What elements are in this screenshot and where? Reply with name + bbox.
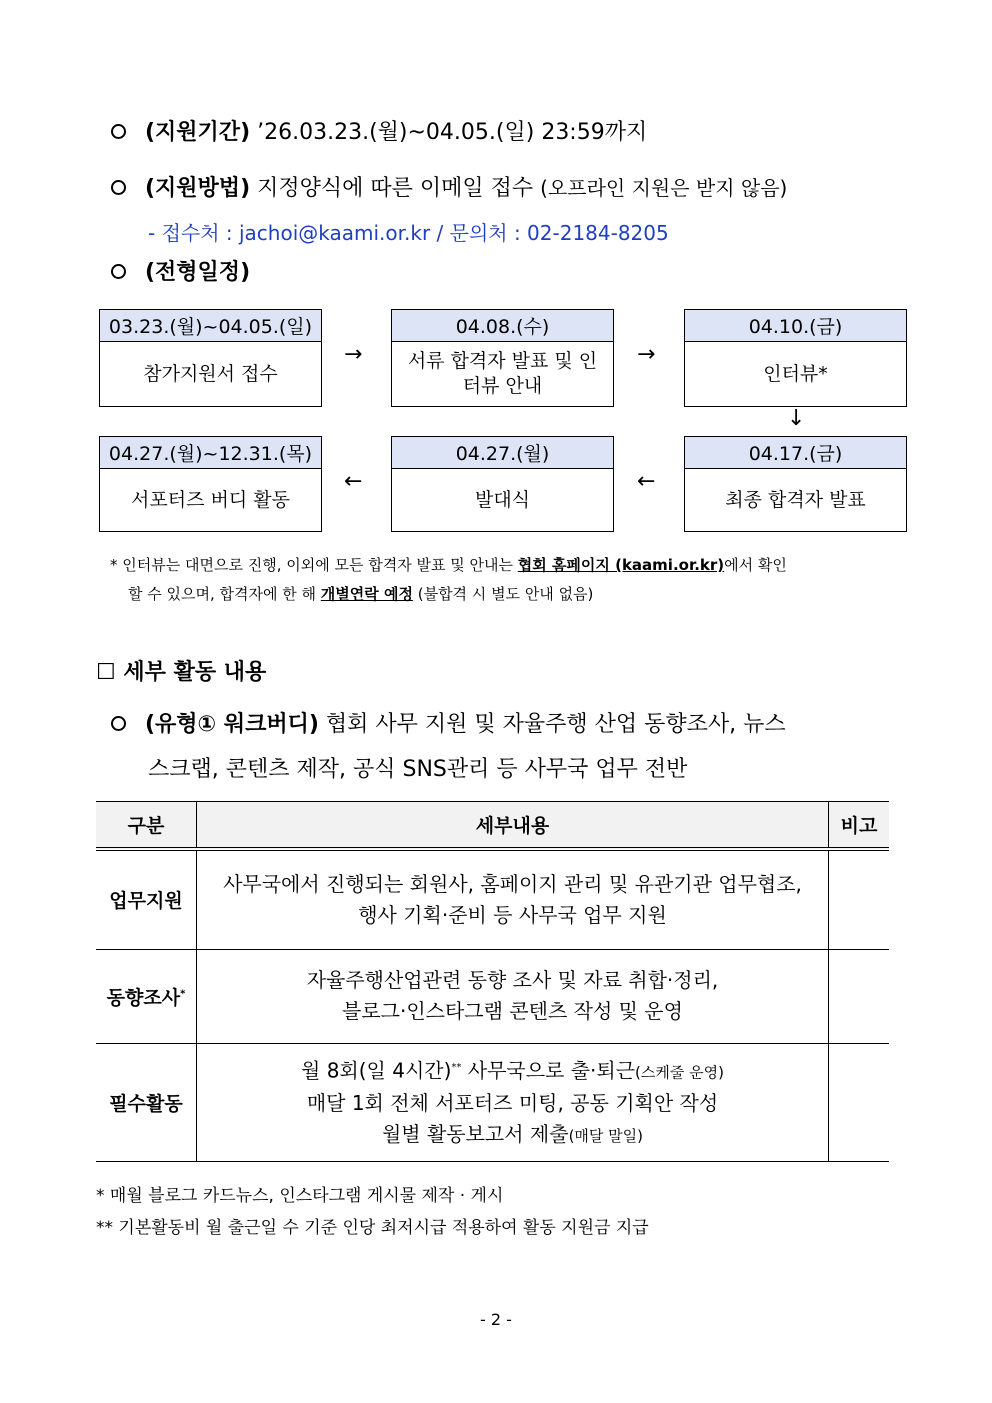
- method-note: (오프라인 지원은 받지 않음): [540, 176, 788, 200]
- schedule-step: [99, 309, 322, 407]
- footnote-mark: *: [180, 988, 186, 1000]
- row-category: 필수활동: [96, 1043, 197, 1161]
- note-text: 에서 확인: [724, 556, 787, 574]
- type-line2: 스크랩, 콘텐츠 제작, 공식 SNS관리 등 사무국 업무 전반: [148, 757, 688, 782]
- footnote-1: * 매월 블로그 카드뉴스, 인스타그램 게시물 제작 · 게시: [96, 1186, 504, 1206]
- schedule-event: 서류 합격자 발표 및 인터뷰 안내: [407, 350, 598, 397]
- detail-line: 매달 1회 전체 서포터즈 미팅, 공동 기획안 작성: [306, 1091, 719, 1116]
- bullet-circle: [111, 180, 126, 195]
- contact-line: - 접수처 : jachoi@kaami.or.kr / 문의처 : 02-2184-8205: [148, 221, 669, 245]
- detail-text: 월별 활동보고서 제출: [381, 1122, 569, 1147]
- detail-line: 행사 기획·준비 등 사무국 업무 지원: [358, 902, 667, 927]
- section-title: 세부 활동 내용: [123, 660, 267, 685]
- method-line: [145, 171, 787, 202]
- footnote-2: ** 기본활동비 월 출근일 수 기준 인당 최저시급 적용하여 활동 지원금 지급: [96, 1218, 649, 1238]
- schedule-date: 03.23.(월)~04.05.(일): [100, 310, 321, 342]
- checkbox-icon: ☐: [96, 660, 116, 685]
- footnote-mark: **: [451, 1061, 462, 1073]
- note-emphasis: 개별연락 예정: [320, 585, 413, 603]
- schedule-step: [99, 436, 322, 532]
- row-category: [96, 949, 197, 1043]
- row-note: [829, 949, 890, 1043]
- arrow-down-icon: ↓: [787, 406, 806, 431]
- type-desc: 협회 사무 지원 및 자율주행 산업 동향조사, 뉴스: [325, 712, 786, 737]
- schedule-date: 04.08.(수): [392, 310, 613, 342]
- arrow-left-icon: ←: [344, 469, 363, 494]
- schedule-note-line2: [128, 583, 593, 604]
- detail-small: (스케줄 운영): [635, 1063, 724, 1082]
- page-number: - 2 -: [480, 1310, 512, 1329]
- homepage-link[interactable]: 협회 홈페이지 (kaami.or.kr): [517, 556, 725, 574]
- schedule-date: 04.17.(금): [685, 437, 906, 469]
- note-text: 할 수 있으며, 합격자에 한 해: [128, 585, 321, 603]
- type-line1: [145, 707, 786, 738]
- row-note: [829, 849, 890, 949]
- table-row: [96, 1043, 889, 1161]
- schedule-date: 04.27.(월)~12.31.(목): [100, 437, 321, 469]
- table-header-note: 비고: [829, 802, 890, 850]
- note-text: (불합격 시 별도 안내 없음): [412, 585, 594, 603]
- detail-small: (매달 말일): [568, 1127, 644, 1146]
- schedule-note-line1: [110, 554, 787, 575]
- bullet-circle: [111, 716, 126, 731]
- schedule-step: [684, 309, 907, 407]
- row-detail: [197, 1043, 829, 1161]
- detail-line: [198, 1119, 827, 1152]
- schedule-step: [391, 436, 614, 532]
- arrow-right-icon: →: [344, 342, 363, 367]
- bullet-circle: [111, 264, 126, 279]
- period-label: (지원기간): [145, 120, 251, 145]
- bullet-circle: [111, 124, 126, 139]
- table-header-category: 구분: [96, 802, 197, 850]
- table-row: [96, 949, 889, 1043]
- schedule-date: 04.10.(금): [685, 310, 906, 342]
- schedule-event: 발대식: [474, 488, 531, 511]
- detail-line: 사무국에서 진행되는 회원사, 홈페이지 관리 및 유관기관 업무협조,: [223, 871, 802, 896]
- note-text: * 인터뷰는 대면으로 진행, 이외에 모든 합격자 발표 및 안내는: [110, 556, 518, 574]
- detail-line: [198, 1052, 827, 1089]
- schedule-date: 04.27.(월): [392, 437, 613, 469]
- detail-line: 블로그·인스타그램 콘텐츠 작성 및 운영: [342, 999, 683, 1023]
- type-label: (유형① 워크버디): [145, 712, 319, 737]
- schedule-label: (전형일정): [145, 260, 251, 285]
- category-text: 동향조사: [106, 986, 181, 1009]
- method-value: 지정양식에 따른 이메일 접수: [257, 176, 534, 201]
- detail-line: 자율주행산업관련 동향 조사 및 자료 취합·정리,: [306, 968, 719, 992]
- detail-text: 월 8회(일 4시간): [301, 1058, 452, 1083]
- schedule-event: 최종 합격자 발표: [725, 488, 866, 511]
- period-value: ’26.03.23.(월)~04.05.(일) 23:59까지: [257, 120, 648, 145]
- activity-table: [96, 801, 889, 1162]
- row-detail: [197, 949, 829, 1043]
- schedule-event: 인터뷰*: [763, 362, 828, 385]
- row-note: [829, 1043, 890, 1161]
- detail-text: 사무국으로 출·퇴근: [467, 1058, 636, 1083]
- schedule-step: [684, 436, 907, 532]
- schedule-event: 참가지원서 접수: [143, 362, 278, 385]
- schedule-step: [391, 309, 614, 407]
- row-detail: [197, 849, 829, 949]
- method-label: (지원방법): [145, 176, 251, 201]
- table-row: [96, 849, 889, 949]
- section-heading: [96, 655, 266, 686]
- period-line: [145, 115, 647, 146]
- row-category: 업무지원: [96, 849, 197, 949]
- schedule-event: 서포터즈 버디 활동: [131, 488, 290, 511]
- arrow-right-icon: →: [637, 342, 656, 367]
- arrow-left-icon: ←: [637, 469, 656, 494]
- table-header-detail: 세부내용: [197, 802, 829, 850]
